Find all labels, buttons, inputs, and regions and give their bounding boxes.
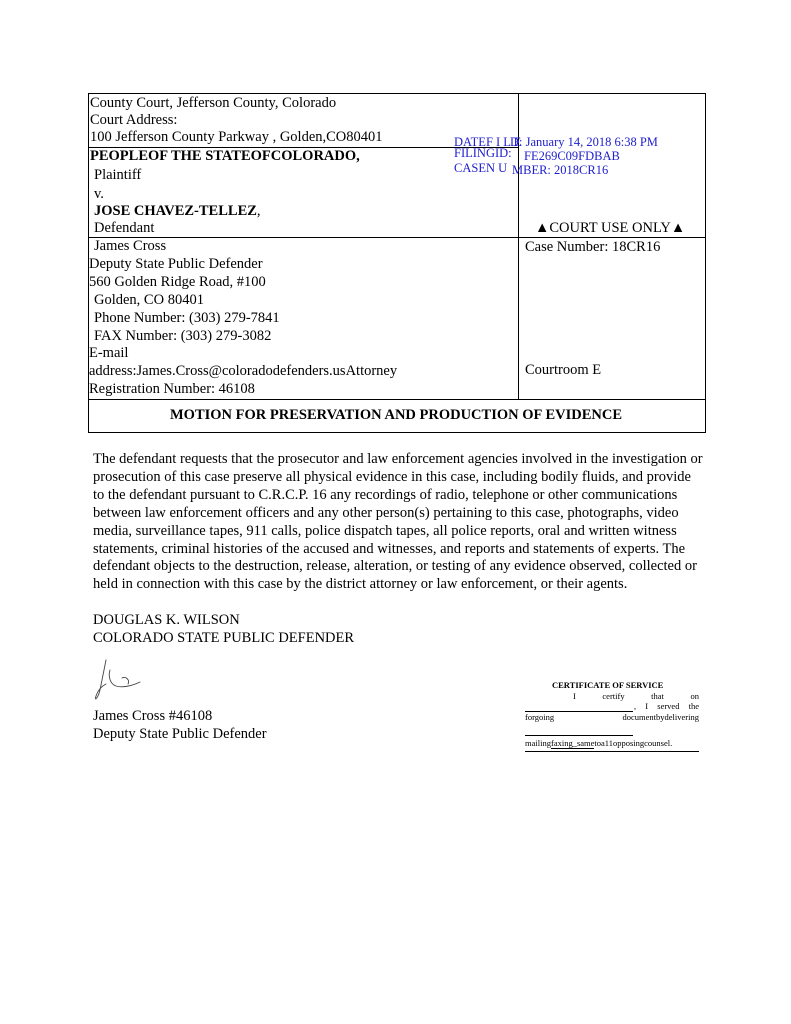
versus-label: v. <box>94 186 104 202</box>
attorney-title: Deputy State Public Defender <box>89 256 263 272</box>
cert-faxing-same: faxing_same <box>550 738 595 748</box>
certificate-line3 <box>525 712 699 723</box>
motion-title: MOTION FOR PRESERVATION AND PRODUCTION OF EVIDENCE <box>170 407 622 423</box>
certificate-heading: CERTIFICATE OF SERVICE <box>552 680 664 690</box>
certificate-blank-line <box>525 735 633 736</box>
certificate-signature-line <box>525 751 699 752</box>
efiling-date-value: D: January 14, 2018 6:38 PM <box>510 135 658 149</box>
cert-word-on: on <box>690 691 699 701</box>
signer-name: James Cross #46108 <box>93 708 213 724</box>
efiling-case-prefix: CASEN U <box>454 161 508 175</box>
certificate-line5 <box>525 738 672 749</box>
attorney-address-line2: Golden, CO 80401 <box>94 292 204 308</box>
case-number: Case Number: 18CR16 <box>525 239 661 255</box>
court-name: County Court, Jefferson County, Colorado <box>90 95 337 111</box>
court-use-only: ▲COURT USE ONLY▲ <box>535 220 686 236</box>
defendant-label: Defendant <box>94 220 155 236</box>
cert-word-certify: certify <box>602 691 625 701</box>
efiling-date-prefix: DATEF I L E <box>454 135 522 149</box>
caption-divider-attorney <box>88 237 705 238</box>
courtroom: Courtroom E <box>525 362 602 378</box>
defendant-name-line <box>94 203 261 220</box>
public-defender-office: COLORADO STATE PUBLIC DEFENDER <box>93 630 355 646</box>
court-address: 100 Jefferson County Parkway , Golden,CO80401 <box>90 129 383 145</box>
cert-word-that: that <box>651 691 664 701</box>
plaintiff-label: Plaintiff <box>94 167 142 183</box>
attorney-phone: Phone Number: (303) 279-7841 <box>94 310 280 326</box>
efiling-case-value: MBER: 2018CR16 <box>512 163 609 177</box>
court-address-label: Court Address: <box>90 112 178 128</box>
attorney-email-label: E-mail <box>89 345 129 361</box>
attorney-email: address:James.Cross@coloradodefenders.usAttorney <box>89 363 398 379</box>
signer-title: Deputy State Public Defender <box>93 726 267 742</box>
public-defender-name: DOUGLAS K. WILSON <box>93 612 240 628</box>
plaintiff-name: PEOPLEOF THE STATEOFCOLORADO, <box>90 148 360 164</box>
cert-word-i: I <box>573 691 576 701</box>
cert-opposing-counsel: toa11opposingcounsel. <box>594 738 673 748</box>
attorney-name: James Cross <box>94 238 167 254</box>
handwritten-signature <box>92 656 148 706</box>
attorney-fax: FAX Number: (303) 279-3082 <box>94 328 272 344</box>
cert-document-by-delivering: documentbydelivering <box>622 712 699 722</box>
efiling-id-label: FILINGID: <box>454 146 512 160</box>
caption-divider-title <box>88 399 705 400</box>
cert-forgoing: forgoing <box>525 712 555 722</box>
cert-mailing: mailing <box>525 738 551 748</box>
attorney-address-line1: 560 Golden Ridge Road, #100 <box>89 274 266 290</box>
certificate-line2-tail: , I served the <box>634 701 699 711</box>
motion-body-paragraph: The defendant requests that the prosecutor and law enforcement agencies involved in the investigation or prosecution of this case preserve all physical evidence in this case, including bodily fluids, and provide to the defendant pursuant to C.R.C.P. 16 any recordings of radio, telephone or other communications between law enforcement officers and any other person(s) pertaining to this case, photographs, video media, surveillance tapes, 911 calls, police dispatch tapes, all police reports, oral and written witness statements, criminal histories of the accused and witnesses, and reports and statements of experts. The defendant objects to the destruction, release, alteration, or testing of any evidence observed, collected or held in connection with this case by the district attorney or law enforcement, or their agents. <box>93 451 703 593</box>
attorney-registration: Registration Number: 46108 <box>89 381 255 397</box>
defendant-name: JOSE CHAVEZ-TELLEZ <box>94 203 257 219</box>
efiling-id-value: FE269C09FDBAB <box>524 149 620 163</box>
defendant-comma: , <box>256 203 261 219</box>
